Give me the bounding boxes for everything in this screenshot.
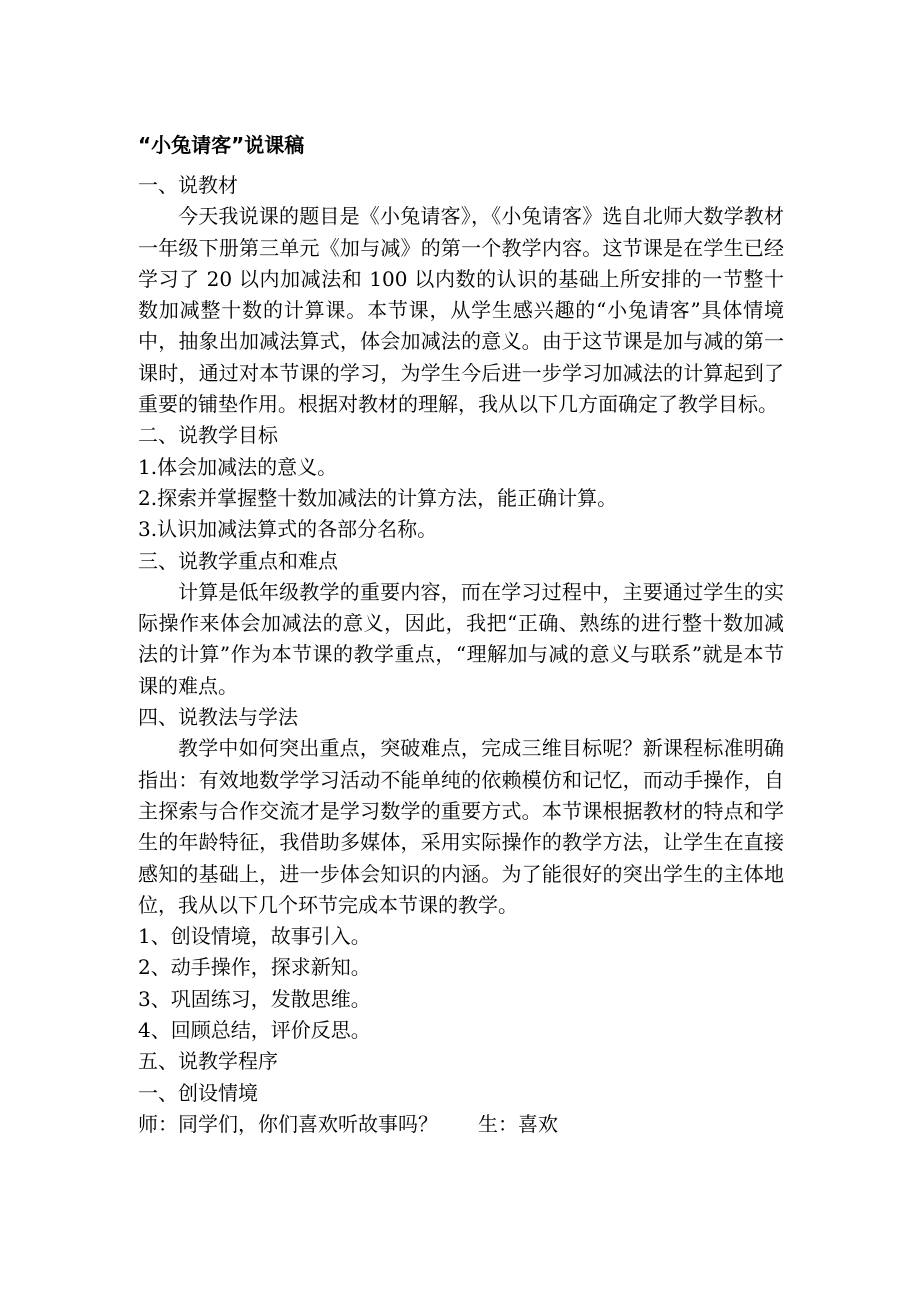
procedure-subheading: 一、创设情境	[138, 1080, 258, 1105]
section-heading-teaching-goals: 二、说教学目标	[138, 423, 278, 448]
step-item: 2、动手操作，探求新知。	[138, 955, 371, 980]
paragraph-key-points: 计算是低年级教学的重要内容，而在学习过程中，主要通过学生的实际操作来体会加减法的意义，因此，我把“正确、熟练的进行整十数加减法的计算”作为本节课的教学重点，“理解加与减的意义与联系”就是本节课的难点。	[138, 579, 784, 698]
step-item: 3、巩固练习，发散思维。	[138, 986, 371, 1011]
document-body	[138, 170, 784, 1140]
goal-item: 1.体会加减法的意义。	[138, 454, 338, 479]
document-title: “小兔请客”说课稿	[138, 133, 305, 157]
section-heading-key-points: 三、说教学重点和难点	[138, 548, 338, 573]
section-heading-teaching-material: 一、说教材	[138, 173, 238, 197]
goal-item: 2.探索并掌握整十数加减法的计算方法，能正确计算。	[138, 485, 618, 510]
paragraph-methods: 教学中如何突出重点，突破难点，完成三维目标呢？新课程标准明确指出：有效地数学学习活动不能单纯的依赖模仿和记忆，而动手操作，自主探索与合作交流才是学习数学的重要方式。本节课根据教材的特点和学生的年龄特征，我借助多媒体，采用实际操作的教学方法，让学生在直接感知的基础上，进一步体会知识的内涵。为了能很好的突出学生的主体地位，我从以下几个环节完成本节课的教学。	[138, 736, 784, 917]
section-heading-procedure: 五、说教学程序	[138, 1049, 278, 1074]
student-line: 生：喜欢	[478, 1111, 558, 1136]
teacher-line: 师：同学们，你们喜欢听故事吗？	[138, 1111, 438, 1136]
step-item: 1、创设情境，故事引入。	[138, 924, 371, 949]
paragraph-teaching-material: 今天我说课的题目是《小兔请客》，《小兔请客》选自北师大数学教材一年级下册第三单元《加与减》的第一个教学内容。这节课是在学生已经学习了 20 以内加减法和 100 以内数的认识的基础上所安排的一节整十数加减整十数的计算课。本节课，从学生感兴趣的“小兔请客”具体情境中，抽象出加减法算式，体会加减法的意义。由于这节课是加与减的第一课时，通过对本节课的学习，为学生今后进一步学习加减法的计算起到了重要的铺垫作用。根据对教材的理解，我从以下几方面确定了教学目标。	[138, 204, 784, 417]
step-item: 4、回顾总结，评价反思。	[138, 1018, 371, 1043]
dialog-line	[138, 1109, 784, 1140]
goal-item: 3.认识加减法算式的各部分名称。	[138, 517, 438, 542]
section-heading-methods: 四、说教法与学法	[138, 705, 298, 730]
